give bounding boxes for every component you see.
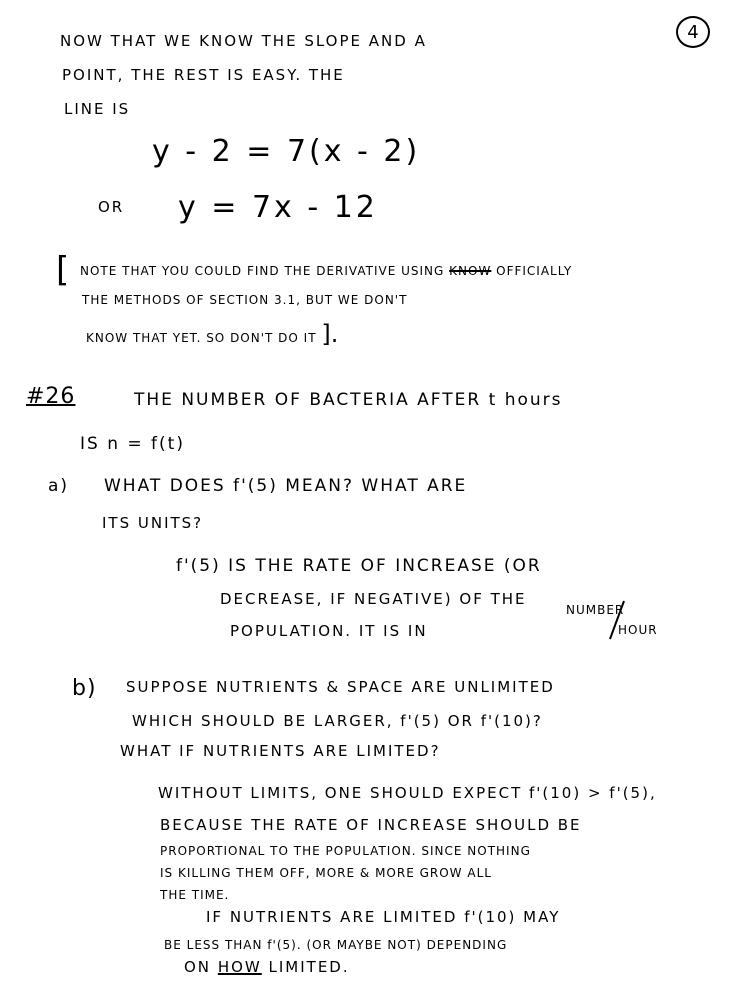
unit-denominator: HOUR bbox=[618, 623, 658, 637]
part-a-label: a) bbox=[48, 476, 70, 496]
problem-statement-line-2: IS n = f(t) bbox=[80, 434, 185, 454]
part-b-answer-line-8 bbox=[184, 958, 350, 976]
unit-numerator: NUMBER bbox=[566, 603, 625, 617]
units-number-per-hour bbox=[566, 595, 656, 645]
part-b-answer-line-4: IS KILLING THEM OFF, MORE & MORE GROW ALL bbox=[160, 866, 492, 880]
note-line-3 bbox=[86, 320, 338, 348]
note-close-bracket: ]. bbox=[321, 320, 339, 348]
note-line-2: THE METHODS OF SECTION 3.1, BUT WE DON'T bbox=[82, 293, 408, 307]
or-label: OR bbox=[98, 198, 125, 216]
point-slope-equation: y - 2 = 7(x - 2) bbox=[152, 134, 421, 169]
note-struck-word: KNOW bbox=[449, 264, 492, 278]
answer-line-8-limited: LIMITED. bbox=[268, 958, 350, 976]
note-line-1-officially: OFFICIALLY bbox=[496, 264, 573, 278]
note-line-1-text: NOTE THAT YOU COULD FIND THE DERIVATIVE USING bbox=[80, 264, 445, 278]
part-b-question-line-3: WHAT IF NUTRIENTS ARE LIMITED? bbox=[120, 742, 441, 760]
slope-intercept-equation: y = 7x - 12 bbox=[178, 190, 378, 225]
part-a-answer-line-1: f'(5) IS THE RATE OF INCREASE (OR bbox=[176, 556, 542, 576]
part-b-answer-line-3: PROPORTIONAL TO THE POPULATION. SINCE NOTHING bbox=[160, 844, 531, 858]
answer-line-8-how: HOW bbox=[217, 958, 262, 976]
answer-line-8-on: ON bbox=[184, 958, 212, 976]
part-b-question-line-2: WHICH SHOULD BE LARGER, f'(5) OR f'(10)? bbox=[132, 712, 543, 730]
part-b-answer-line-2: BECAUSE THE RATE OF INCREASE SHOULD BE bbox=[160, 816, 582, 834]
part-b-label: b) bbox=[72, 676, 97, 701]
page-number-circle bbox=[676, 16, 710, 48]
intro-line-3: LINE IS bbox=[64, 100, 131, 118]
note-line-1 bbox=[80, 264, 572, 278]
problem-number bbox=[26, 384, 75, 409]
part-b-answer-line-6: IF NUTRIENTS ARE LIMITED f'(10) MAY bbox=[206, 908, 561, 926]
part-a-question-line-1: WHAT DOES f'(5) MEAN? WHAT ARE bbox=[104, 476, 468, 496]
part-b-answer-line-1: WITHOUT LIMITS, ONE SHOULD EXPECT f'(10) > f'(5), bbox=[158, 784, 657, 802]
part-a-question-line-2: ITS UNITS? bbox=[102, 514, 204, 532]
note-open-bracket: [ bbox=[56, 250, 70, 290]
part-a-answer-line-2: DECREASE, IF NEGATIVE) OF THE bbox=[220, 590, 527, 608]
part-a-answer-line-3: POPULATION. IT IS IN bbox=[230, 622, 428, 640]
problem-statement-line-1: THE NUMBER OF BACTERIA AFTER t hours bbox=[134, 390, 563, 410]
unit-slash bbox=[566, 595, 656, 645]
page-number: 4 bbox=[687, 21, 699, 43]
part-b-answer-line-7: BE LESS THAN f'(5). (OR MAYBE NOT) DEPENDING bbox=[164, 938, 508, 952]
intro-line-1: NOW THAT WE KNOW THE SLOPE AND A bbox=[60, 32, 427, 50]
part-b-question-line-1: SUPPOSE NUTRIENTS & SPACE ARE UNLIMITED bbox=[126, 678, 555, 696]
problem-number-text: #26 bbox=[26, 384, 76, 409]
intro-line-2: POINT, THE REST IS EASY. THE bbox=[62, 66, 345, 84]
part-b-answer-line-5: THE TIME. bbox=[160, 888, 230, 902]
note-line-3-text: KNOW THAT YET. SO DON'T DO IT bbox=[86, 331, 317, 345]
